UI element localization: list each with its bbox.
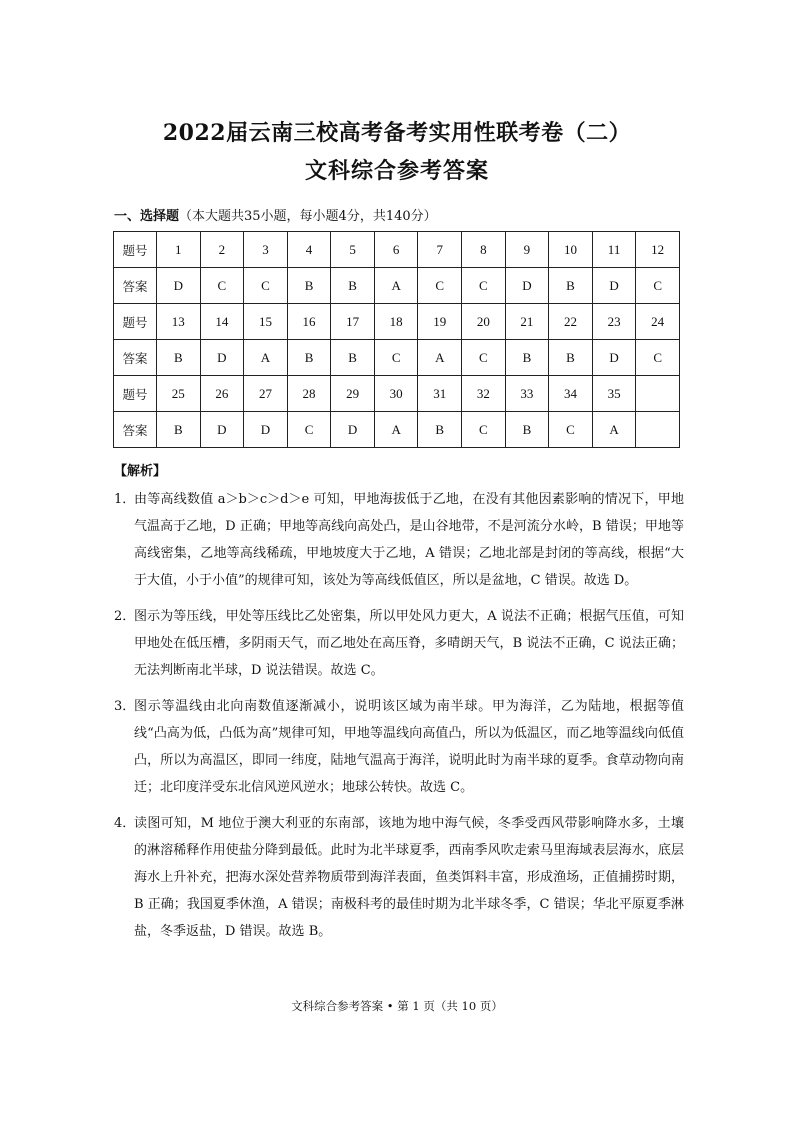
row-label: 答案 <box>114 268 157 304</box>
answer-cell: D <box>592 268 636 304</box>
question-number-cell: 6 <box>374 232 418 268</box>
question-number-cell: 24 <box>636 304 680 340</box>
item-text: 读图可知，M 地位于澳大利亚的东南部，该地为地中海气候，冬季受西风带影响降水多，土壤的淋溶稀释作用使盐分降到最低。此时为北半球夏季，西南季风吹走索马里海域表层海水，底层海水上升补充，把海水深处营养物质带到海洋表面，鱼类饵料丰富，形成渔场，正值捕捞时期，B 正确；我国夏季休渔，A 错误；南极科考的最佳时期为北半球冬季，C 错误；华北平原夏季淋盐，冬季返盐，D 错误。故选 B。 <box>134 816 684 939</box>
question-number-cell: 7 <box>418 232 462 268</box>
question-number-cell: 26 <box>200 376 244 412</box>
answer-cell: C <box>418 268 462 304</box>
question-number-cell: 22 <box>549 304 593 340</box>
answer-cell: D <box>157 268 201 304</box>
question-number-cell: 30 <box>374 376 418 412</box>
question-number-cell: 25 <box>157 376 201 412</box>
question-number-cell: 34 <box>549 376 593 412</box>
row-label: 答案 <box>114 340 157 376</box>
section-note: （本大题共35小题，每小题4分，共140分） <box>179 209 437 224</box>
answer-cell: C <box>244 268 288 304</box>
answer-cell: D <box>331 412 375 448</box>
item-number: 2． <box>114 609 136 624</box>
answer-cell: C <box>636 268 680 304</box>
analysis-heading: 【解析】 <box>114 464 167 479</box>
question-number-cell: 20 <box>462 304 506 340</box>
question-number-cell: 23 <box>592 304 636 340</box>
page-footer: 文科综合参考答案 • 第 1 页（共 10 页） <box>291 999 503 1013</box>
answer-cell: C <box>200 268 244 304</box>
analysis-item <box>114 486 684 594</box>
answer-row <box>114 268 680 304</box>
row-label: 题号 <box>114 232 157 268</box>
answer-cell: D <box>200 340 244 376</box>
question-number-cell: 27 <box>244 376 288 412</box>
question-number-cell: 16 <box>287 304 331 340</box>
answer-cell: B <box>287 340 331 376</box>
answer-cell: B <box>287 268 331 304</box>
question-number-cell: 35 <box>592 376 636 412</box>
answer-table <box>113 231 680 448</box>
question-number-cell: 29 <box>331 376 375 412</box>
answer-cell <box>636 412 680 448</box>
answer-cell: B <box>331 340 375 376</box>
question-number-cell: 12 <box>636 232 680 268</box>
analysis-item <box>114 693 684 801</box>
question-number-cell: 17 <box>331 304 375 340</box>
question-number-cell <box>636 376 680 412</box>
question-number-cell: 13 <box>157 304 201 340</box>
question-number-cell: 10 <box>549 232 593 268</box>
item-text: 图示为等压线，甲处等压线比乙处密集，所以甲处风力更大，A 说法不正确；根据气压值，可知甲地处在低压槽，多阴雨天气，而乙地处在高压脊，多晴朗天气，B 说法不正确，C 说法正确；无法判断南北半球，D 说法错误。故选 C。 <box>134 609 684 678</box>
answer-cell: A <box>374 412 418 448</box>
question-number-cell: 5 <box>331 232 375 268</box>
answer-cell: A <box>244 340 288 376</box>
answer-cell: C <box>462 340 506 376</box>
question-number-cell: 32 <box>462 376 506 412</box>
answer-cell: C <box>462 268 506 304</box>
question-number-cell: 21 <box>505 304 549 340</box>
question-number-cell: 33 <box>505 376 549 412</box>
answer-cell: B <box>418 412 462 448</box>
answer-cell: B <box>157 340 201 376</box>
question-number-cell: 15 <box>244 304 288 340</box>
item-number: 1． <box>114 492 136 507</box>
row-label: 题号 <box>114 376 157 412</box>
item-text: 由等高线数值 a＞b＞c＞d＞e 可知，甲地海拔低于乙地，在没有其他因素影响的情况下，甲地气温高于乙地，D 正确；甲地等高线向高处凸，是山谷地带，不是河流分水岭，B 错误；甲地等高线密集，乙地等高线稀疏，甲地坡度大于乙地，A 错误；乙地北部是封闭的等高线，根据“大于大值，小于小值”的规律可知，该处为等高线低值区，所以是盆地，C 错误。故选 D。 <box>134 492 684 588</box>
answer-cell: B <box>157 412 201 448</box>
analysis-item <box>114 603 684 684</box>
answer-cell: D <box>200 412 244 448</box>
question-number-row <box>114 304 680 340</box>
question-number-cell: 9 <box>505 232 549 268</box>
answer-row <box>114 340 680 376</box>
answer-cell: D <box>244 412 288 448</box>
answer-cell: D <box>505 268 549 304</box>
answer-cell: A <box>418 340 462 376</box>
question-number-row <box>114 376 680 412</box>
question-number-cell: 8 <box>462 232 506 268</box>
row-label: 题号 <box>114 304 157 340</box>
answer-cell: B <box>505 340 549 376</box>
document-subtitle: 文科综合参考答案 <box>304 158 489 184</box>
answer-cell: C <box>462 412 506 448</box>
answer-cell: A <box>374 268 418 304</box>
answer-cell: B <box>331 268 375 304</box>
answer-cell: C <box>549 412 593 448</box>
answer-cell: B <box>505 412 549 448</box>
question-number-cell: 14 <box>200 304 244 340</box>
question-number-cell: 18 <box>374 304 418 340</box>
answer-cell: C <box>374 340 418 376</box>
answer-cell: B <box>549 268 593 304</box>
answer-cell: B <box>549 340 593 376</box>
answer-cell: A <box>592 412 636 448</box>
item-number: 3． <box>114 699 136 714</box>
section-title: 一、选择题 <box>114 209 180 224</box>
question-number-cell: 19 <box>418 304 462 340</box>
question-number-cell: 31 <box>418 376 462 412</box>
row-label: 答案 <box>114 412 157 448</box>
question-number-cell: 2 <box>200 232 244 268</box>
question-number-cell: 1 <box>157 232 201 268</box>
document-title: 2022届云南三校高考备考实用性联考卷（二） <box>162 120 632 146</box>
answer-row <box>114 412 680 448</box>
question-number-cell: 3 <box>244 232 288 268</box>
question-number-row <box>114 232 680 268</box>
section-heading <box>114 205 437 224</box>
answer-cell: C <box>636 340 680 376</box>
answer-cell: C <box>287 412 331 448</box>
item-text: 图示等温线由北向南数值逐渐减小，说明该区域为南半球。甲为海洋，乙为陆地，根据等值线“凸高为低，凸低为高”规律可知，甲地等温线向高值凸，所以为低温区，而乙地等温线向低值凸，所以为高温区，即同一纬度，陆地气温高于海洋，说明此时为南半球的夏季。食草动物向南迁；北印度洋受东北信风逆风逆水；地球公转快。故选 C。 <box>134 699 684 795</box>
question-number-cell: 11 <box>592 232 636 268</box>
analysis-list <box>114 486 684 954</box>
answer-cell: D <box>592 340 636 376</box>
analysis-item <box>114 810 684 945</box>
question-number-cell: 28 <box>287 376 331 412</box>
question-number-cell: 4 <box>287 232 331 268</box>
item-number: 4． <box>114 816 136 831</box>
